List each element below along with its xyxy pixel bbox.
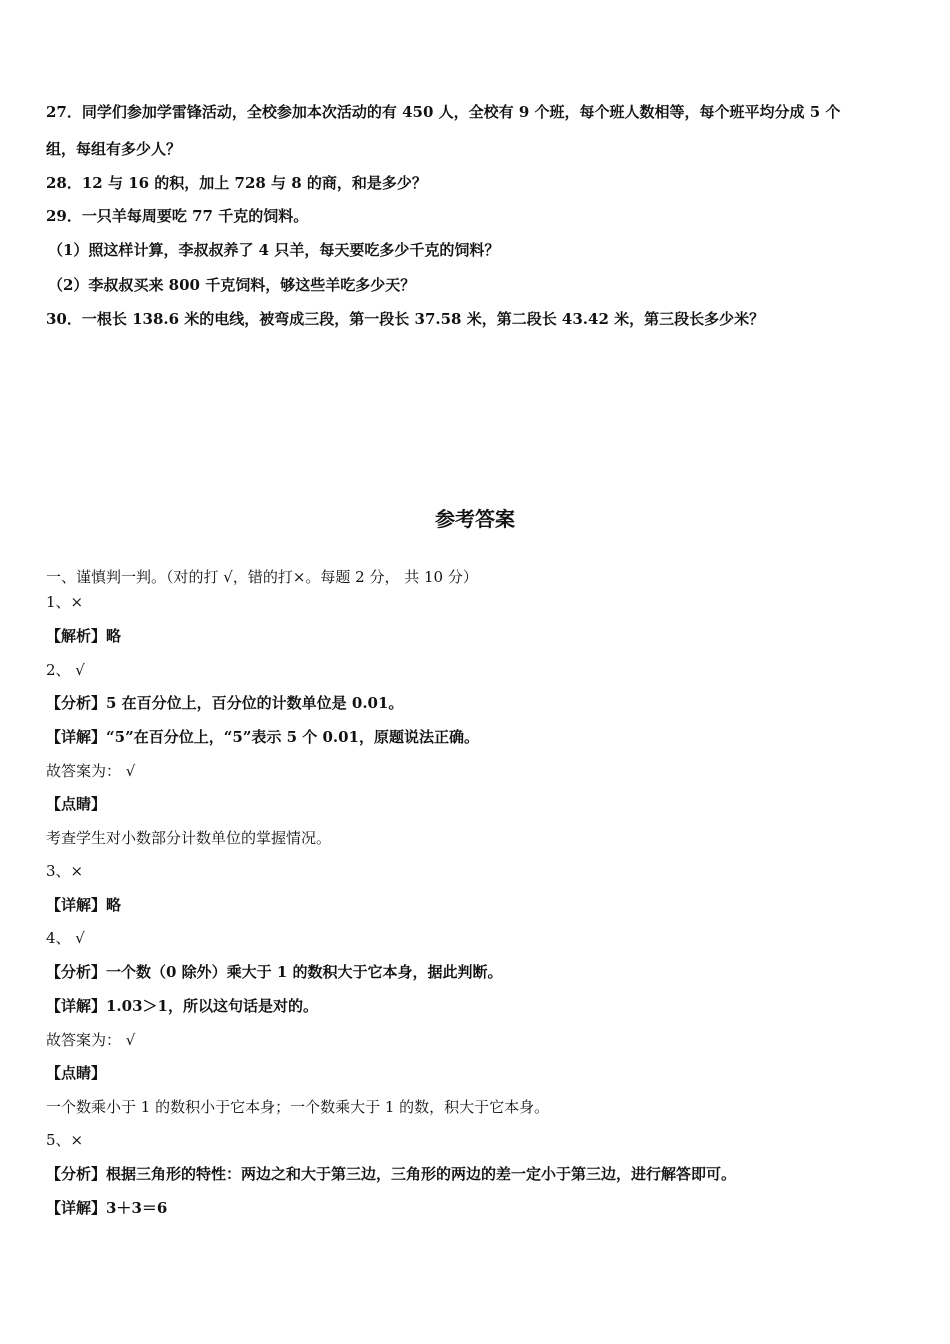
answer-1-analysis: 【解析】略: [46, 627, 122, 645]
answer-4-comment-label: 【点睛】: [46, 1064, 107, 1082]
answer-5: 5、×: [46, 1131, 84, 1149]
question-29-part-2: （2）李叔叔买来 800 千克饲料，够这些羊吃多少天？: [48, 276, 416, 294]
answer-4-result: 故答案为： √: [46, 1031, 136, 1049]
question-27-line-1: 27．同学们参加学雷锋活动，全校参加本次活动的有 450 人，全校有 9 个班，每个班人数相等，每个班平均分成 5 个: [46, 103, 841, 121]
answer-4-comment: 一个数乘小于 1 的数积小于它本身；一个数乘大于 1 的数，积大于它本身。: [46, 1098, 550, 1116]
answer-2-analysis: 【分析】5 在百分位上，百分位的计数单位是 0.01。: [46, 694, 404, 712]
answer-4-analysis: 【分析】一个数（0 除外）乘大于 1 的数积大于它本身，据此判断。: [46, 963, 503, 981]
question-30: 30．一根长 138.6 米的电线，被弯成三段，第一段长 37.58 米，第二段长 43.42 米，第三段长多少米？: [46, 310, 765, 328]
answer-3: 3、×: [46, 862, 84, 880]
question-29: 29．一只羊每周要吃 77 千克的饲料。: [46, 207, 309, 225]
question-29-part-1: （1）照这样计算，李叔叔养了 4 只羊，每天要吃多少千克的饲料？: [48, 241, 500, 259]
answer-4: 4、 √: [46, 929, 85, 947]
question-27-line-2: 组，每组有多少人？: [46, 140, 182, 158]
answers-title: 参考答案: [435, 507, 515, 531]
answer-3-detail: 【详解】略: [46, 896, 122, 914]
answer-5-detail: 【详解】3＋3＝6: [46, 1199, 168, 1217]
answer-2-detail: 【详解】“5”在百分位上，“5”表示 5 个 0.01，原题说法正确。: [46, 728, 480, 746]
question-28: 28．12 与 16 的积，加上 728 与 8 的商，和是多少？: [46, 174, 427, 192]
answer-2: 2、 √: [46, 661, 85, 679]
answer-4-detail: 【详解】1.03＞1，所以这句话是对的。: [46, 997, 318, 1015]
answers-section-heading: 一、谨慎判一判。（对的打 √，错的打×。每题 2 分， 共 10 分）: [46, 568, 478, 586]
answer-2-result: 故答案为： √: [46, 762, 136, 780]
answer-5-analysis: 【分析】根据三角形的特性：两边之和大于第三边，三角形的两边的差一定小于第三边，进行解答即可。: [46, 1165, 737, 1183]
answer-2-comment: 考查学生对小数部分计数单位的掌握情况。: [46, 829, 332, 847]
answer-2-comment-label: 【点睛】: [46, 795, 107, 813]
answer-1: 1、×: [46, 593, 84, 611]
